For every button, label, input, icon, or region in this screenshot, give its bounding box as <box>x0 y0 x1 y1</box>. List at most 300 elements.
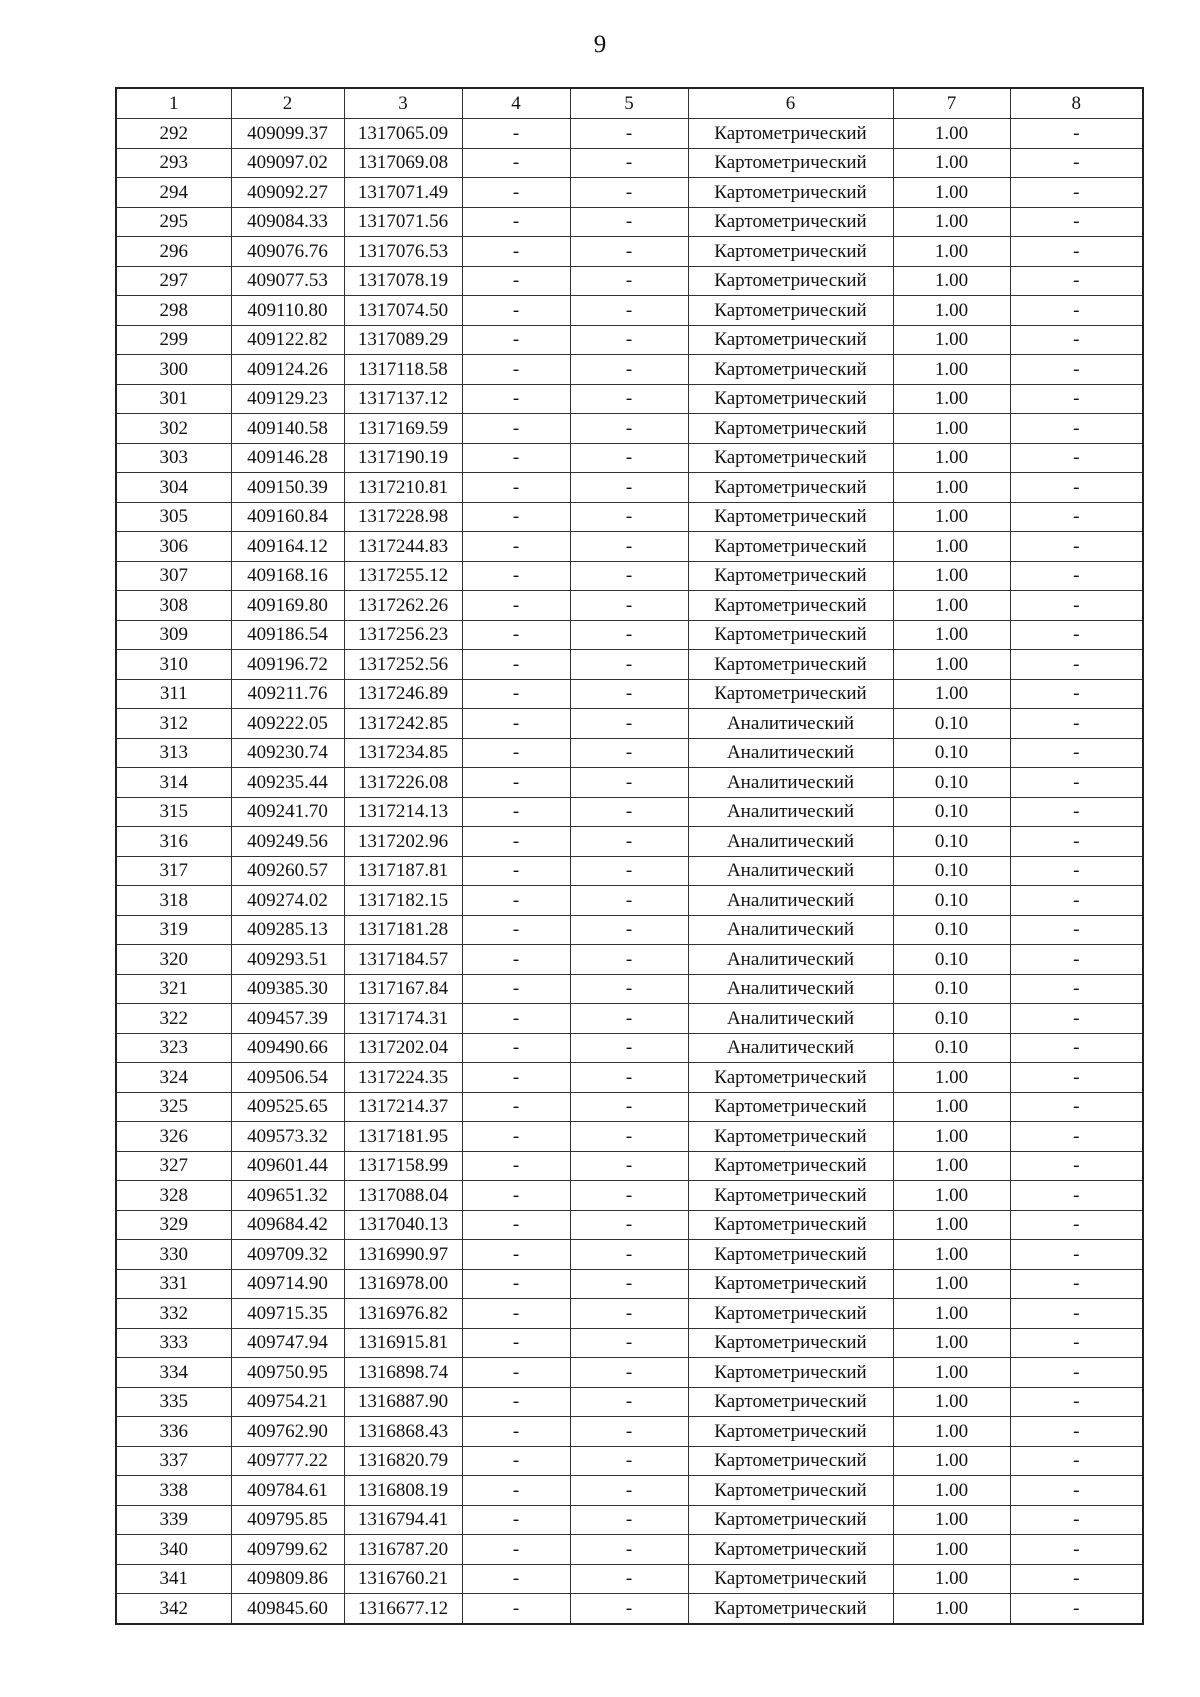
col4-cell: - <box>462 974 570 1004</box>
point-number-cell: 321 <box>116 974 231 1004</box>
method-cell: Картометрический <box>688 1387 893 1417</box>
col5-cell: - <box>570 620 688 650</box>
y-coordinate-cell: 1317074.50 <box>344 296 462 326</box>
col8-cell: - <box>1010 738 1143 768</box>
method-cell: Картометрический <box>688 1092 893 1122</box>
accuracy-cell: 1.00 <box>893 591 1010 621</box>
table-row <box>116 1092 1143 1122</box>
table-row <box>116 384 1143 414</box>
table-row <box>116 650 1143 680</box>
y-coordinate-cell: 1317071.56 <box>344 207 462 237</box>
col5-cell: - <box>570 148 688 178</box>
x-coordinate-cell: 409122.82 <box>231 325 344 355</box>
col5-cell: - <box>570 296 688 326</box>
y-coordinate-cell: 1317040.13 <box>344 1210 462 1240</box>
method-cell: Картометрический <box>688 591 893 621</box>
table-header <box>116 88 1143 119</box>
col4-cell: - <box>462 827 570 857</box>
col8-cell: - <box>1010 620 1143 650</box>
accuracy-cell: 1.00 <box>893 1446 1010 1476</box>
x-coordinate-cell: 409777.22 <box>231 1446 344 1476</box>
point-number-cell: 334 <box>116 1358 231 1388</box>
x-coordinate-cell: 409260.57 <box>231 856 344 886</box>
accuracy-cell: 1.00 <box>893 620 1010 650</box>
point-number-cell: 305 <box>116 502 231 532</box>
x-coordinate-cell: 409506.54 <box>231 1063 344 1093</box>
accuracy-cell: 1.00 <box>893 207 1010 237</box>
y-coordinate-cell: 1317226.08 <box>344 768 462 798</box>
accuracy-cell: 0.10 <box>893 974 1010 1004</box>
accuracy-cell: 0.10 <box>893 738 1010 768</box>
col5-cell: - <box>570 1033 688 1063</box>
point-number-cell: 322 <box>116 1004 231 1034</box>
method-cell: Картометрический <box>688 443 893 473</box>
table-row <box>116 1387 1143 1417</box>
col8-cell: - <box>1010 1387 1143 1417</box>
table-row <box>116 797 1143 827</box>
y-coordinate-cell: 1317202.96 <box>344 827 462 857</box>
point-number-cell: 333 <box>116 1328 231 1358</box>
col4-cell: - <box>462 768 570 798</box>
x-coordinate-cell: 409784.61 <box>231 1476 344 1506</box>
column-header: 2 <box>231 88 344 119</box>
col8-cell: - <box>1010 1299 1143 1329</box>
y-coordinate-cell: 1317076.53 <box>344 237 462 267</box>
point-number-cell: 323 <box>116 1033 231 1063</box>
x-coordinate-cell: 409124.26 <box>231 355 344 385</box>
method-cell: Картометрический <box>688 1476 893 1506</box>
x-coordinate-cell: 409715.35 <box>231 1299 344 1329</box>
point-number-cell: 308 <box>116 591 231 621</box>
x-coordinate-cell: 409457.39 <box>231 1004 344 1034</box>
accuracy-cell: 1.00 <box>893 266 1010 296</box>
point-number-cell: 340 <box>116 1535 231 1565</box>
point-number-cell: 318 <box>116 886 231 916</box>
col4-cell: - <box>462 1033 570 1063</box>
y-coordinate-cell: 1317242.85 <box>344 709 462 739</box>
y-coordinate-cell: 1317174.31 <box>344 1004 462 1034</box>
col5-cell: - <box>570 1417 688 1447</box>
table-row <box>116 1240 1143 1270</box>
y-coordinate-cell: 1316887.90 <box>344 1387 462 1417</box>
point-number-cell: 337 <box>116 1446 231 1476</box>
col8-cell: - <box>1010 1033 1143 1063</box>
col5-cell: - <box>570 207 688 237</box>
x-coordinate-cell: 409084.33 <box>231 207 344 237</box>
point-number-cell: 331 <box>116 1269 231 1299</box>
accuracy-cell: 1.00 <box>893 650 1010 680</box>
method-cell: Картометрический <box>688 1181 893 1211</box>
accuracy-cell: 1.00 <box>893 1269 1010 1299</box>
table-row <box>116 414 1143 444</box>
method-cell: Аналитический <box>688 1004 893 1034</box>
col4-cell: - <box>462 1446 570 1476</box>
col4-cell: - <box>462 620 570 650</box>
y-coordinate-cell: 1317184.57 <box>344 945 462 975</box>
method-cell: Картометрический <box>688 620 893 650</box>
col8-cell: - <box>1010 443 1143 473</box>
col8-cell: - <box>1010 148 1143 178</box>
method-cell: Картометрический <box>688 1210 893 1240</box>
col5-cell: - <box>570 561 688 591</box>
point-number-cell: 329 <box>116 1210 231 1240</box>
point-number-cell: 292 <box>116 119 231 149</box>
x-coordinate-cell: 409799.62 <box>231 1535 344 1565</box>
accuracy-cell: 1.00 <box>893 532 1010 562</box>
table-row <box>116 1328 1143 1358</box>
col4-cell: - <box>462 1417 570 1447</box>
col4-cell: - <box>462 1328 570 1358</box>
col8-cell: - <box>1010 1210 1143 1240</box>
col8-cell: - <box>1010 1328 1143 1358</box>
col4-cell: - <box>462 1240 570 1270</box>
point-number-cell: 330 <box>116 1240 231 1270</box>
method-cell: Картометрический <box>688 178 893 208</box>
col5-cell: - <box>570 355 688 385</box>
col4-cell: - <box>462 296 570 326</box>
method-cell: Картометрический <box>688 325 893 355</box>
accuracy-cell: 1.00 <box>893 1240 1010 1270</box>
y-coordinate-cell: 1317246.89 <box>344 679 462 709</box>
x-coordinate-cell: 409249.56 <box>231 827 344 857</box>
col5-cell: - <box>570 1476 688 1506</box>
table-row <box>116 119 1143 149</box>
col5-cell: - <box>570 827 688 857</box>
col4-cell: - <box>462 1535 570 1565</box>
y-coordinate-cell: 1316976.82 <box>344 1299 462 1329</box>
accuracy-cell: 1.00 <box>893 1594 1010 1624</box>
col8-cell: - <box>1010 1564 1143 1594</box>
accuracy-cell: 1.00 <box>893 178 1010 208</box>
table-row <box>116 1535 1143 1565</box>
method-cell: Картометрический <box>688 679 893 709</box>
col4-cell: - <box>462 915 570 945</box>
table-row <box>116 443 1143 473</box>
col8-cell: - <box>1010 207 1143 237</box>
col8-cell: - <box>1010 561 1143 591</box>
y-coordinate-cell: 1316760.21 <box>344 1564 462 1594</box>
point-number-cell: 304 <box>116 473 231 503</box>
col5-cell: - <box>570 237 688 267</box>
method-cell: Картометрический <box>688 1299 893 1329</box>
col5-cell: - <box>570 591 688 621</box>
accuracy-cell: 1.00 <box>893 414 1010 444</box>
y-coordinate-cell: 1317169.59 <box>344 414 462 444</box>
y-coordinate-cell: 1316915.81 <box>344 1328 462 1358</box>
accuracy-cell: 1.00 <box>893 1387 1010 1417</box>
col4-cell: - <box>462 1122 570 1152</box>
col5-cell: - <box>570 738 688 768</box>
point-number-cell: 335 <box>116 1387 231 1417</box>
accuracy-cell: 1.00 <box>893 1092 1010 1122</box>
point-number-cell: 298 <box>116 296 231 326</box>
y-coordinate-cell: 1316808.19 <box>344 1476 462 1506</box>
y-coordinate-cell: 1317214.37 <box>344 1092 462 1122</box>
table-row <box>116 1358 1143 1388</box>
col5-cell: - <box>570 856 688 886</box>
col4-cell: - <box>462 119 570 149</box>
table-row <box>116 1181 1143 1211</box>
col8-cell: - <box>1010 355 1143 385</box>
col5-cell: - <box>570 915 688 945</box>
method-cell: Картометрический <box>688 1535 893 1565</box>
point-number-cell: 327 <box>116 1151 231 1181</box>
accuracy-cell: 1.00 <box>893 1063 1010 1093</box>
method-cell: Картометрический <box>688 355 893 385</box>
y-coordinate-cell: 1317262.26 <box>344 591 462 621</box>
col5-cell: - <box>570 1092 688 1122</box>
col4-cell: - <box>462 414 570 444</box>
col5-cell: - <box>570 1535 688 1565</box>
accuracy-cell: 1.00 <box>893 443 1010 473</box>
table-row <box>116 266 1143 296</box>
y-coordinate-cell: 1317078.19 <box>344 266 462 296</box>
accuracy-cell: 0.10 <box>893 709 1010 739</box>
col8-cell: - <box>1010 915 1143 945</box>
table-row <box>116 709 1143 739</box>
table-row <box>116 1151 1143 1181</box>
column-header: 6 <box>688 88 893 119</box>
accuracy-cell: 0.10 <box>893 856 1010 886</box>
accuracy-cell: 0.10 <box>893 768 1010 798</box>
table-row <box>116 1417 1143 1447</box>
col5-cell: - <box>570 1004 688 1034</box>
point-number-cell: 310 <box>116 650 231 680</box>
point-number-cell: 313 <box>116 738 231 768</box>
accuracy-cell: 1.00 <box>893 679 1010 709</box>
accuracy-cell: 1.00 <box>893 119 1010 149</box>
col8-cell: - <box>1010 119 1143 149</box>
x-coordinate-cell: 409164.12 <box>231 532 344 562</box>
y-coordinate-cell: 1317252.56 <box>344 650 462 680</box>
method-cell: Картометрический <box>688 1446 893 1476</box>
accuracy-cell: 1.00 <box>893 502 1010 532</box>
y-coordinate-cell: 1317137.12 <box>344 384 462 414</box>
col8-cell: - <box>1010 237 1143 267</box>
col8-cell: - <box>1010 797 1143 827</box>
col8-cell: - <box>1010 1181 1143 1211</box>
col4-cell: - <box>462 679 570 709</box>
x-coordinate-cell: 409241.70 <box>231 797 344 827</box>
col5-cell: - <box>570 1505 688 1535</box>
page-number: 9 <box>593 31 607 58</box>
table-row <box>116 1122 1143 1152</box>
col8-cell: - <box>1010 384 1143 414</box>
accuracy-cell: 0.10 <box>893 827 1010 857</box>
table-row <box>116 886 1143 916</box>
col8-cell: - <box>1010 1446 1143 1476</box>
table-row <box>116 945 1143 975</box>
coordinates-table <box>115 87 1144 1625</box>
col5-cell: - <box>570 473 688 503</box>
col4-cell: - <box>462 945 570 975</box>
method-cell: Аналитический <box>688 1033 893 1063</box>
x-coordinate-cell: 409754.21 <box>231 1387 344 1417</box>
method-cell: Картометрический <box>688 650 893 680</box>
col4-cell: - <box>462 237 570 267</box>
col5-cell: - <box>570 768 688 798</box>
method-cell: Аналитический <box>688 827 893 857</box>
x-coordinate-cell: 409076.76 <box>231 237 344 267</box>
x-coordinate-cell: 409525.65 <box>231 1092 344 1122</box>
table-row <box>116 296 1143 326</box>
accuracy-cell: 1.00 <box>893 1210 1010 1240</box>
method-cell: Картометрический <box>688 148 893 178</box>
col8-cell: - <box>1010 1269 1143 1299</box>
col8-cell: - <box>1010 1417 1143 1447</box>
point-number-cell: 315 <box>116 797 231 827</box>
col5-cell: - <box>570 1122 688 1152</box>
point-number-cell: 332 <box>116 1299 231 1329</box>
method-cell: Картометрический <box>688 1151 893 1181</box>
accuracy-cell: 1.00 <box>893 1417 1010 1447</box>
x-coordinate-cell: 409099.37 <box>231 119 344 149</box>
x-coordinate-cell: 409845.60 <box>231 1594 344 1624</box>
x-coordinate-cell: 409077.53 <box>231 266 344 296</box>
x-coordinate-cell: 409222.05 <box>231 709 344 739</box>
x-coordinate-cell: 409186.54 <box>231 620 344 650</box>
accuracy-cell: 1.00 <box>893 1358 1010 1388</box>
y-coordinate-cell: 1316820.79 <box>344 1446 462 1476</box>
col5-cell: - <box>570 1210 688 1240</box>
table-row <box>116 591 1143 621</box>
col5-cell: - <box>570 178 688 208</box>
point-number-cell: 303 <box>116 443 231 473</box>
accuracy-cell: 1.00 <box>893 1181 1010 1211</box>
y-coordinate-cell: 1316990.97 <box>344 1240 462 1270</box>
point-number-cell: 296 <box>116 237 231 267</box>
method-cell: Картометрический <box>688 384 893 414</box>
col8-cell: - <box>1010 650 1143 680</box>
col4-cell: - <box>462 148 570 178</box>
point-number-cell: 299 <box>116 325 231 355</box>
col4-cell: - <box>462 207 570 237</box>
accuracy-cell: 1.00 <box>893 1505 1010 1535</box>
x-coordinate-cell: 409709.32 <box>231 1240 344 1270</box>
table-row <box>116 1594 1143 1624</box>
col4-cell: - <box>462 1387 570 1417</box>
col5-cell: - <box>570 1151 688 1181</box>
y-coordinate-cell: 1317089.29 <box>344 325 462 355</box>
method-cell: Картометрический <box>688 1269 893 1299</box>
method-cell: Аналитический <box>688 709 893 739</box>
col4-cell: - <box>462 1181 570 1211</box>
method-cell: Картометрический <box>688 119 893 149</box>
col8-cell: - <box>1010 502 1143 532</box>
table-row <box>116 1269 1143 1299</box>
y-coordinate-cell: 1317182.15 <box>344 886 462 916</box>
col5-cell: - <box>570 945 688 975</box>
col5-cell: - <box>570 325 688 355</box>
y-coordinate-cell: 1317167.84 <box>344 974 462 1004</box>
point-number-cell: 301 <box>116 384 231 414</box>
col4-cell: - <box>462 266 570 296</box>
table-row <box>116 1210 1143 1240</box>
point-number-cell: 319 <box>116 915 231 945</box>
x-coordinate-cell: 409285.13 <box>231 915 344 945</box>
column-header: 3 <box>344 88 462 119</box>
point-number-cell: 324 <box>116 1063 231 1093</box>
y-coordinate-cell: 1317069.08 <box>344 148 462 178</box>
col4-cell: - <box>462 355 570 385</box>
table-row <box>116 915 1143 945</box>
table-row <box>116 620 1143 650</box>
col5-cell: - <box>570 414 688 444</box>
col8-cell: - <box>1010 679 1143 709</box>
accuracy-cell: 0.10 <box>893 886 1010 916</box>
accuracy-cell: 1.00 <box>893 1535 1010 1565</box>
table-row <box>116 237 1143 267</box>
col5-cell: - <box>570 1387 688 1417</box>
col5-cell: - <box>570 384 688 414</box>
table-row <box>116 1476 1143 1506</box>
method-cell: Картометрический <box>688 1417 893 1447</box>
y-coordinate-cell: 1317181.28 <box>344 915 462 945</box>
y-coordinate-cell: 1316787.20 <box>344 1535 462 1565</box>
col5-cell: - <box>570 797 688 827</box>
x-coordinate-cell: 409750.95 <box>231 1358 344 1388</box>
point-number-cell: 309 <box>116 620 231 650</box>
column-header: 1 <box>116 88 231 119</box>
y-coordinate-cell: 1316868.43 <box>344 1417 462 1447</box>
accuracy-cell: 1.00 <box>893 1564 1010 1594</box>
point-number-cell: 295 <box>116 207 231 237</box>
col8-cell: - <box>1010 827 1143 857</box>
col5-cell: - <box>570 1181 688 1211</box>
accuracy-cell: 1.00 <box>893 561 1010 591</box>
accuracy-cell: 1.00 <box>893 384 1010 414</box>
x-coordinate-cell: 409651.32 <box>231 1181 344 1211</box>
y-coordinate-cell: 1317255.12 <box>344 561 462 591</box>
col8-cell: - <box>1010 974 1143 1004</box>
col8-cell: - <box>1010 178 1143 208</box>
col4-cell: - <box>462 502 570 532</box>
point-number-cell: 326 <box>116 1122 231 1152</box>
point-number-cell: 312 <box>116 709 231 739</box>
x-coordinate-cell: 409714.90 <box>231 1269 344 1299</box>
x-coordinate-cell: 409129.23 <box>231 384 344 414</box>
method-cell: Картометрический <box>688 414 893 444</box>
accuracy-cell: 1.00 <box>893 473 1010 503</box>
point-number-cell: 342 <box>116 1594 231 1624</box>
table-row <box>116 679 1143 709</box>
col4-cell: - <box>462 1092 570 1122</box>
table-row <box>116 738 1143 768</box>
x-coordinate-cell: 409211.76 <box>231 679 344 709</box>
table-row <box>116 355 1143 385</box>
col8-cell: - <box>1010 1358 1143 1388</box>
point-number-cell: 336 <box>116 1417 231 1447</box>
method-cell: Картометрический <box>688 1505 893 1535</box>
point-number-cell: 311 <box>116 679 231 709</box>
method-cell: Картометрический <box>688 1240 893 1270</box>
point-number-cell: 320 <box>116 945 231 975</box>
col5-cell: - <box>570 1269 688 1299</box>
table-row <box>116 532 1143 562</box>
col4-cell: - <box>462 561 570 591</box>
col4-cell: - <box>462 1358 570 1388</box>
col5-cell: - <box>570 1358 688 1388</box>
col8-cell: - <box>1010 296 1143 326</box>
y-coordinate-cell: 1317181.95 <box>344 1122 462 1152</box>
point-number-cell: 302 <box>116 414 231 444</box>
x-coordinate-cell: 409150.39 <box>231 473 344 503</box>
column-header: 7 <box>893 88 1010 119</box>
table-row <box>116 148 1143 178</box>
point-number-cell: 293 <box>116 148 231 178</box>
col4-cell: - <box>462 1004 570 1034</box>
accuracy-cell: 1.00 <box>893 325 1010 355</box>
